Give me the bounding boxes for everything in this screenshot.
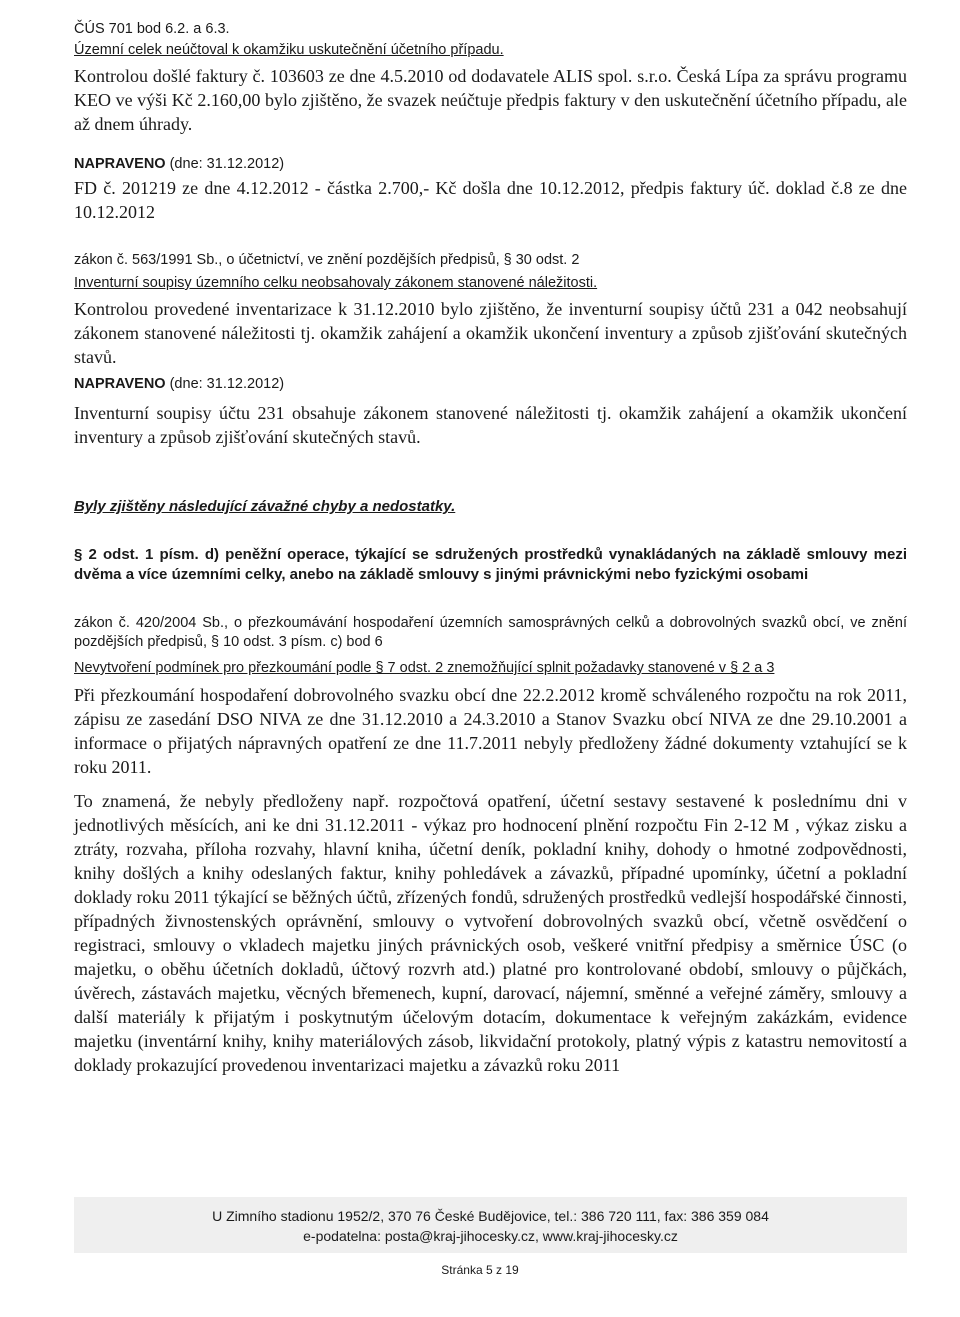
finding-1-title: Územní celek neúčtoval k okamžiku uskutečnění účetního případu. (74, 42, 504, 58)
finding-2-remedy: Inventurní soupisy účtu 231 obsahuje zákonem stanovené náležitosti tj. okamžik zahájení a okamžik ukončení inventury a způsob zjišťování skutečných stavů. (74, 403, 907, 447)
paragraph-text: d) peněžní operace, týkající se sdružených prostředků vynakládaných na základě smlouvy mezi dvěma a více územními celky, anebo na základě smlouvy s jinými právnickými nebo fyzickými osobami (74, 546, 907, 583)
fixed-date: (dne: 31.12.2012) (165, 376, 285, 392)
page-number: Stránka 5 z 19 (441, 1263, 519, 1277)
fixed-label: NAPRAVENO (74, 156, 166, 172)
fixed-label: NAPRAVENO (74, 376, 166, 392)
paragraph-ref: § 2 odst. 1 písm. (74, 546, 199, 563)
finding-2-title: Inventurní soupisy územního celku neobsahovaly zákonem stanovené náležitosti. (74, 275, 598, 291)
finding-3-law: zákon č. 420/2004 Sb., o přezkoumávání hospodaření územních samosprávných celků a dobrovolných svazků obcí, ve znění pozdějších předpisů, § 10 odst. 3 písm. c) bod 6 (74, 615, 907, 650)
finding-1-text: Kontrolou došlé faktury č. 103603 ze dne 4.5.2010 od dodavatele ALIS spol. s.r.o. Česká Lípa za správu programu KEO ve výši Kč 2.160,00 bylo zjištěno, že svazek neúčtuje předpis faktury v den uskutečnění účetního případu, ale až dnem úhrady. (74, 66, 907, 134)
finding-1-status (74, 155, 284, 174)
footer-contact: e-podatelna: posta@kraj-jihocesky.cz, www.kraj-jihocesky.cz (303, 1228, 678, 1244)
finding-2-text: Kontrolou provedené inventarizace k 31.12.2010 bylo zjištěno, že inventurní soupisy účtů 231 a 042 neobsahují zákonem stanovené náležitosti tj. okamžik zahájení a okamžik ukončení inventury a způsob zjišťování skutečných stavů. (74, 299, 907, 367)
footer-band (74, 1197, 907, 1253)
finding-1-remedy: FD č. 201219 ze dne 4.12.2012 - částka 2.700,- Kč došla dne 10.12.2012, předpis faktury úč. doklad č.8 ze dne 10.12.2012 (74, 178, 907, 222)
section-reference: ČÚS 701 bod 6.2. a 6.3. (74, 21, 230, 37)
finding-2-status (74, 375, 284, 394)
serious-findings-heading: Byly zjištěny následující závažné chyby a nedostatky. (74, 498, 456, 515)
finding-2-law: zákon č. 563/1991 Sb., o účetnictví, ve znění pozdějších předpisů, § 30 odst. 2 (74, 252, 580, 268)
finding-3-text-2: To znamená, že nebyly předloženy např. rozpočtová opatření, účetní sestavy sestavené k poslednímu dni v jednotlivých měsících, ani ke dni 31.12.2011 - výkaz pro hodnocení plnění rozpočtu Fin 2-12 M , výkaz zisku a ztráty, rozvaha, příloha rozvahy, hlavní kniha, účetní deník, pokladní knihy, dohody o hmotné zodpovědnosti, knihy došlých a knihy odeslaných faktur, knihy pohledávek a závazků, případné upomínky, účetní a pokladní doklady roku 2011 týkající se běžných účtů, zřízených fondů, sdružených prostředků vedlejší hospodářské činnosti, případných živnostenských oprávnění, smlouvy o vytvoření dobrovolných svazků obcí, včetně osvědčení o registraci, smlouvy o vkladech majetku jiných právnických osob, veškeré vnitřní předpisy a směrnice ÚSC (o majetku, o oběhu účetních dokladů, účtový rozvrh atd.) platné pro kontrolované období, smlouvy o půjčkách, úvěrech, zástavách majetku, věcných břemenech, kupní, darovací, nájemní, směnné a veřejné záměry, smlouvy a další materiály k přijatým i poskytnutým účelovým dotacím, dokumentace k veřejným zakázkám, evidence majetku (inventární knihy, knihy materiálových zásob, likvidační protokoly, platný výpis z katastru nemovitostí a doklady prokazující provedenou inventarizaci majetku a závazků roku 2011 (74, 791, 907, 1075)
finding-3-title: Nevytvoření podmínek pro přezkoumání podle § 7 odst. 2 znemožňující splnit požadavky stanovené v § 2 a 3 (74, 660, 775, 676)
footer-address: U Zimního stadionu 1952/2, 370 76 České Budějovice, tel.: 386 720 111, fax: 386 359 084 (212, 1208, 769, 1224)
paragraph-provision (74, 545, 907, 585)
fixed-date: (dne: 31.12.2012) (165, 156, 285, 172)
finding-3-text-1: Při přezkoumání hospodaření dobrovolného svazku obcí dne 22.2.2012 kromě schváleného rozpočtu na rok 2011, zápisu ze zasedání DSO NIVA ze dne 31.12.2010 a 24.3.2010 a Stanov Svazku obcí NIVA ze dne 29.10.2001 a informace o přijatých nápravných opatření ze dne 11.7.2011 nebyly předloženy žádné dokumenty vztahující se k roku 2011. (74, 685, 907, 777)
